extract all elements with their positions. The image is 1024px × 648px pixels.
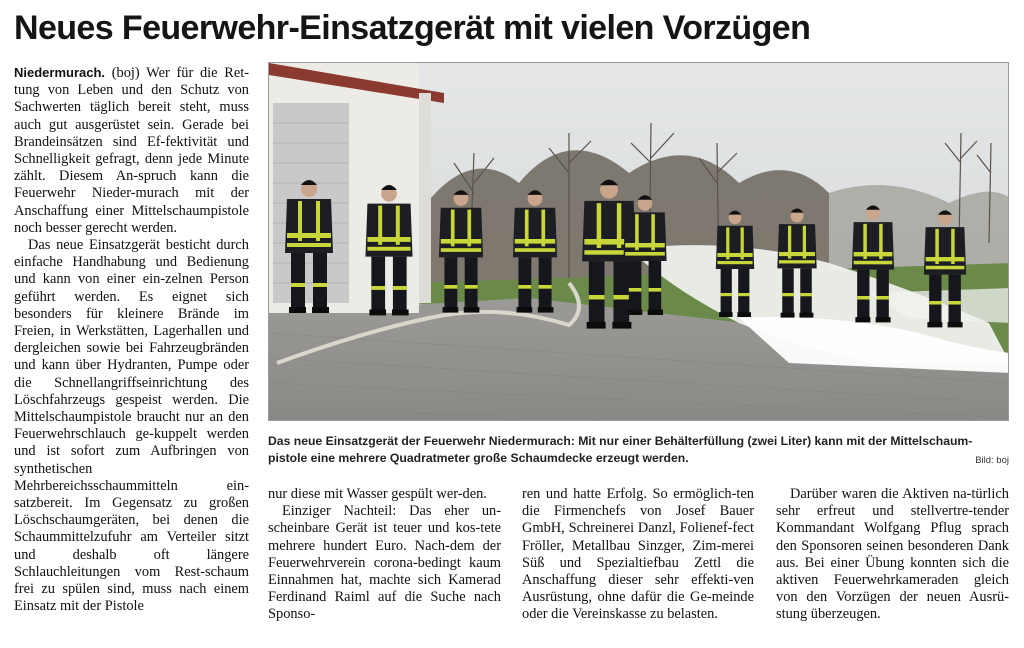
paragraph-device: Das neue Einsatzgerät besticht durch einfache Handhabung und Bedienung und kann von einer ein-zelnen Person geführt werden. Es eignet sich besonders für kleinere Brände im Freien, in Werkstätten, Lagerhallen und dergleichen sowie bei Fahrzeugbränden und kann über Hydranten, Pumpe oder die Schnellangriffseinrichtung des Löschfahrzeugs gespeist werden. Die Mittelschaumpistole braucht nur an den Feuerwehrschlauch ge-kuppelt werden und ist sofort zum Aufbringen von synthetischen Mehrbereichsschaummitteln ein-satzbereit. Im Gegensatz zu großen Löschschaumgeräten, bei denen die Schaummittelzufuhr am Verteiler sitzt und deshalb oft längere Schlauchleitungen vom Rest-schaum frei zu spülen sind, muss nach einem Einsatz mit der Pistole bbox=[14, 237, 249, 615]
article-photo bbox=[268, 62, 1009, 421]
paragraph-intro bbox=[14, 64, 249, 237]
paragraph-sponsors: ren und hatte Erfolg. So ermöglich-ten die Firmenchefs von Josef Bauer GmbH, Schreinerei Danzl, Folienef-fect Fröller, Metallbau Sinzger, Zim-merei Süß und Spezialtiefbau Zettl die Anschaffung dieser sehr effekti-ven Ausrüstung, ohne dafür die Ge-meinde oder die Vereinskasse zu belasten. bbox=[522, 486, 754, 623]
photo-caption bbox=[268, 433, 1009, 466]
photo-credit: Bild: boj bbox=[975, 455, 1009, 466]
caption-line-2: pistole eine mehrere Quadratmeter große Schaumdecke erzeugt werden. bbox=[268, 450, 689, 465]
dateline: Niedermurach. bbox=[14, 65, 106, 80]
building-wall bbox=[419, 93, 431, 303]
paragraph-drawback: Einziger Nachteil: Das eher un-scheinbare Gerät ist teuer und kos-tete mehrere hundert Euro. Nach-dem der Feuerwehrverein corona-bedingt kaum Einnahmen hat, machte sich Kamerad Ferdinand Raiml auf die Suche nach Sponso- bbox=[268, 503, 501, 623]
intro-text: tung von Leben und den Schutz von Sachwerten täglich bereit steht, muss auch gut ausgerüstet sein. Gerade bei Brandeinsätzen sind Ef-fektivität und Schnelligkeit gefragt, denn jede Minute zählt. Diesem An-spruch kann die Feuerwehr Nieder-murach mit der Anschaffung einer Mittelschaumpistole noch besser gerecht werden. bbox=[14, 82, 249, 236]
byline-lead: (boj) Wer für die Ret- bbox=[105, 65, 249, 81]
article-column-2 bbox=[268, 486, 501, 624]
article-column-4 bbox=[776, 486, 1009, 624]
photo-illustration bbox=[269, 63, 1009, 421]
article-column-1 bbox=[14, 64, 249, 616]
headline: Neues Feuerwehr-Einsatzgerät mit vielen Vorzügen bbox=[14, 9, 811, 47]
caption-line-1: Das neue Einsatzgerät der Feuerwehr Niedermurach: Mit nur einer Behälterfüllung (zwei Liter) kann mit der Mittelschaum- bbox=[268, 434, 973, 448]
paragraph-rinse: nur diese mit Wasser gespült wer-den. bbox=[268, 486, 487, 502]
article-column-3 bbox=[522, 486, 754, 624]
paragraph-thanks: Darüber waren die Aktiven na-türlich sehr erfreut und stellvertre-tender Kommandant Wolfgang Pflug sprach den Sponsoren seinen besonderen Dank aus. Bei einer Übung konnten sich die aktiven Feuerwehrkameraden gleich von den Vorzügen der neuen Ausrü-stung überzeugen. bbox=[776, 486, 1009, 623]
